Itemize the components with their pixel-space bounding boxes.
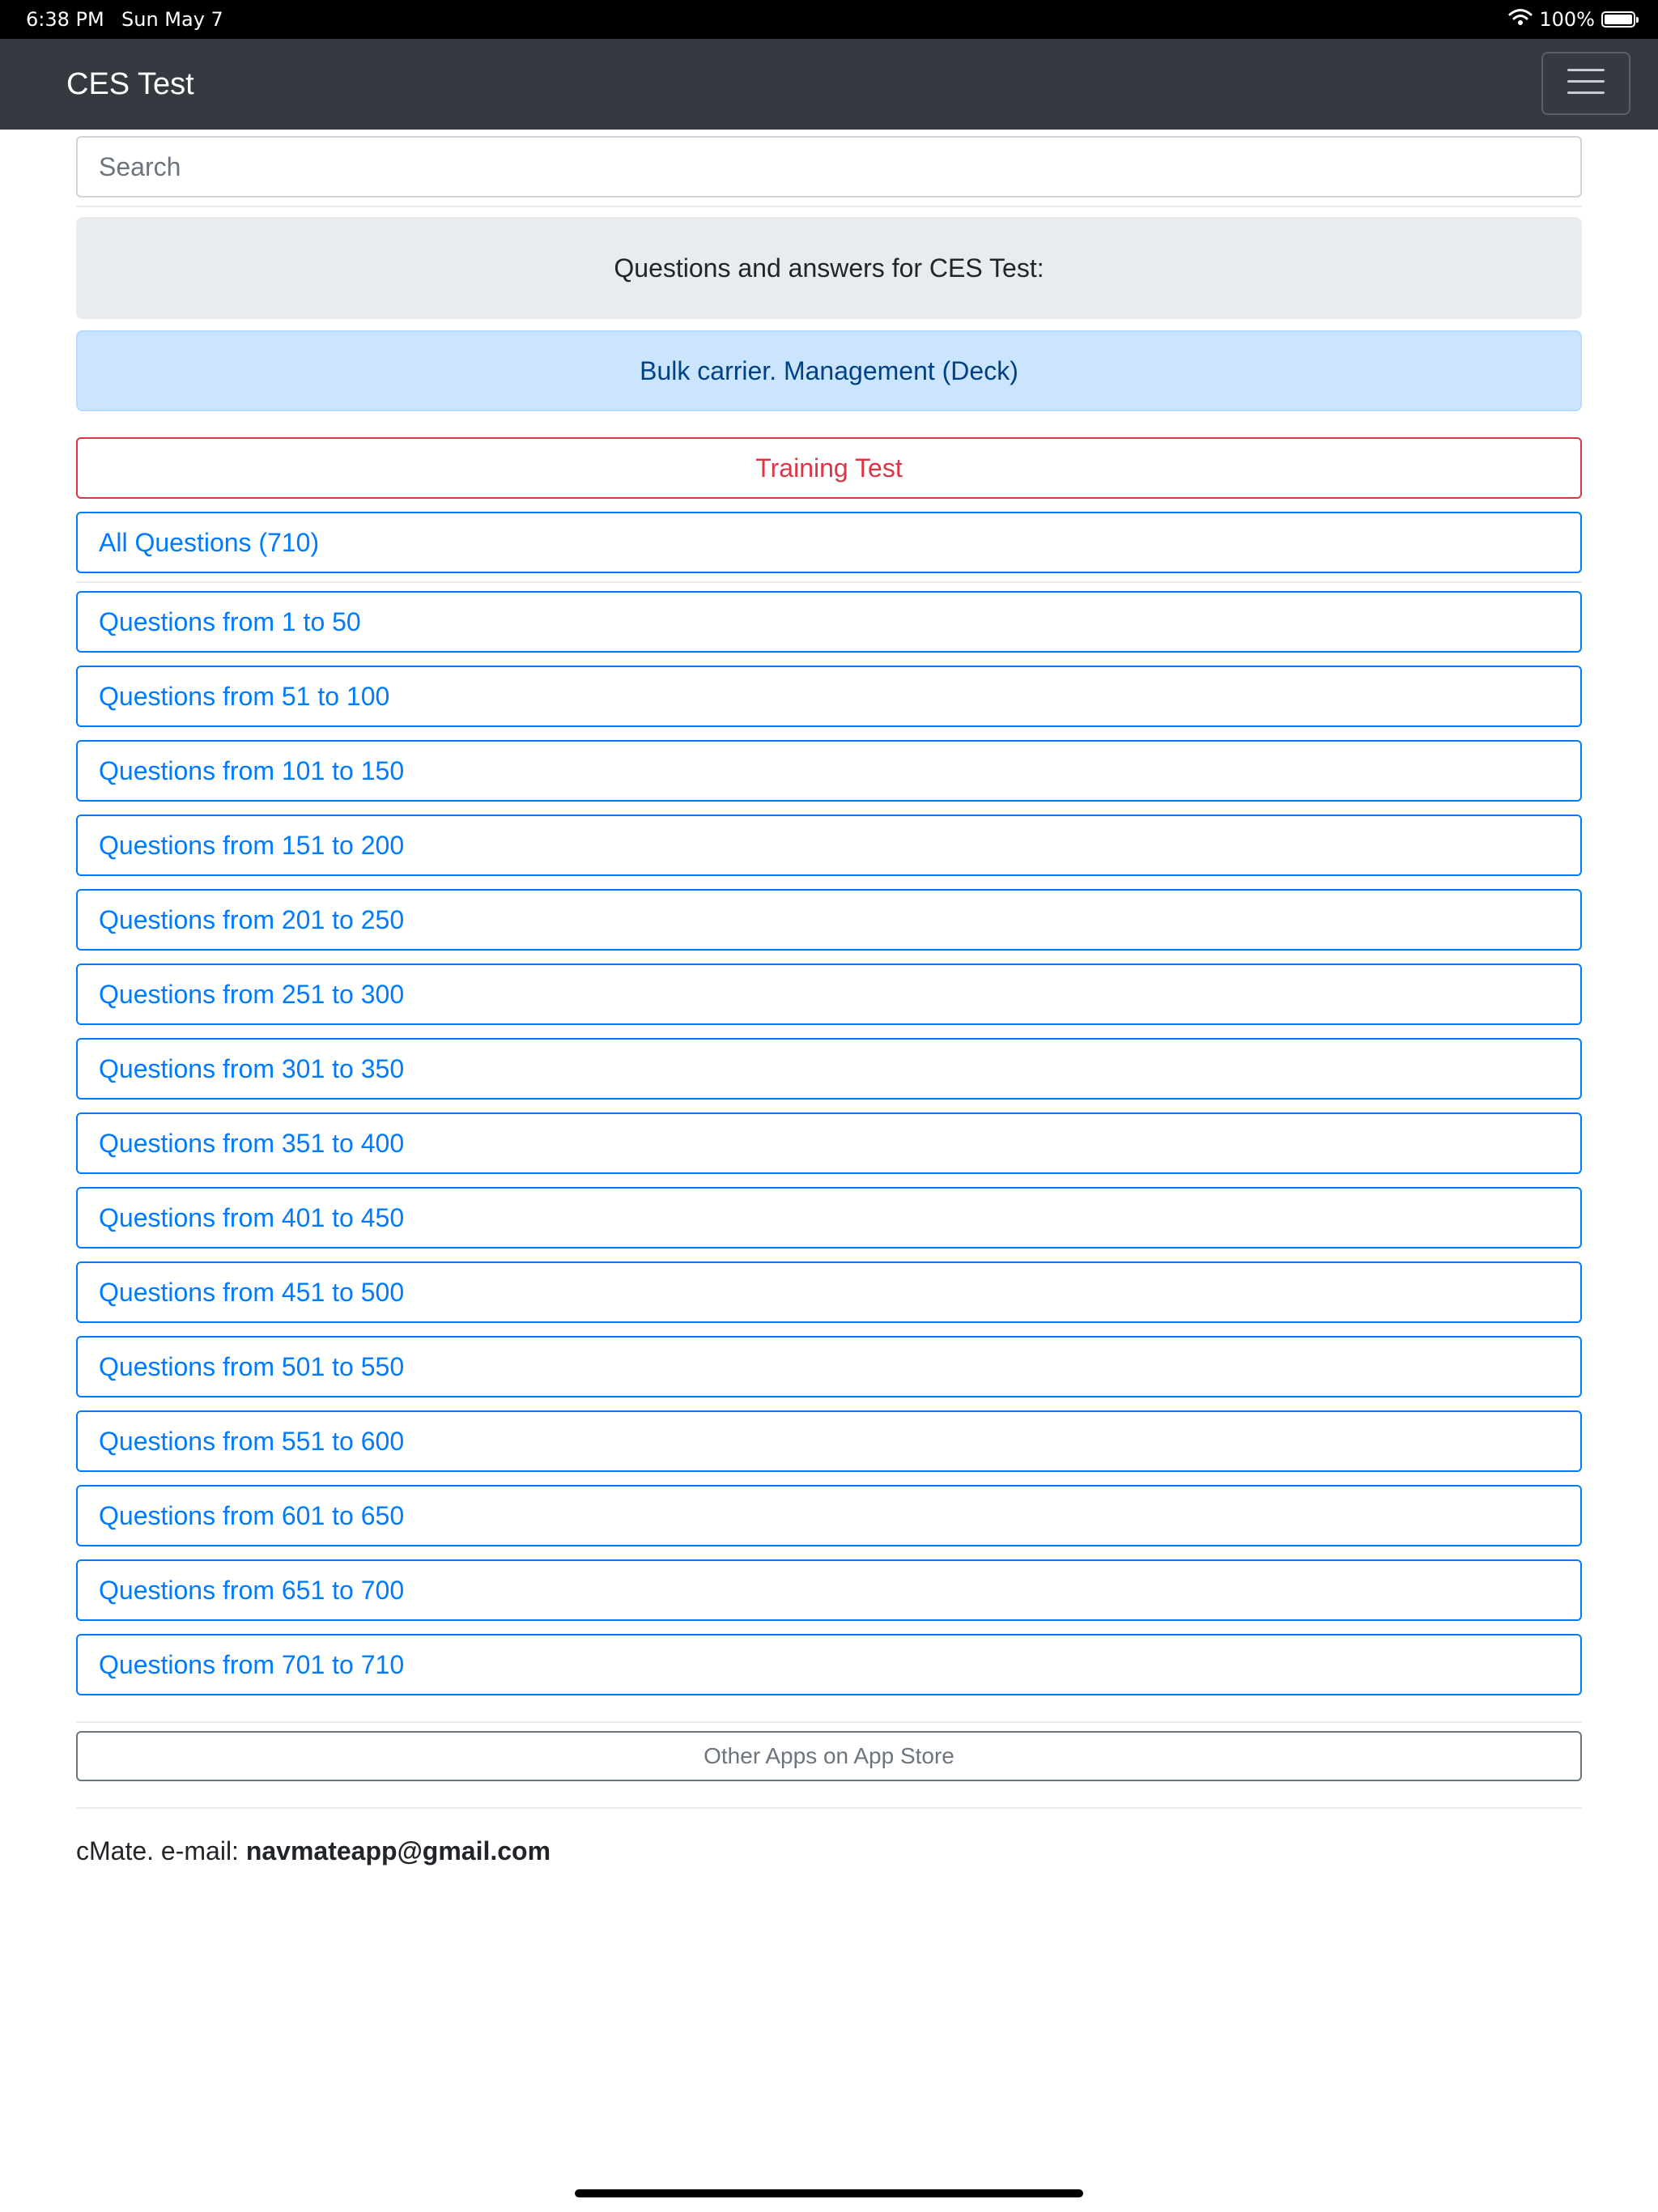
question-set-button[interactable]: Questions from 201 to 250 (76, 889, 1582, 951)
home-indicator (575, 2189, 1083, 2197)
navbar-brand[interactable]: CES Test (66, 67, 194, 101)
search-input[interactable] (76, 136, 1582, 198)
status-bar (0, 0, 1658, 39)
question-set-button[interactable]: Questions from 501 to 550 (76, 1336, 1582, 1397)
question-set-button[interactable]: Questions from 301 to 350 (76, 1038, 1582, 1100)
category-banner: Bulk carrier. Management (Deck) (76, 330, 1582, 411)
footer-prefix: cMate. e-mail: (76, 1836, 246, 1865)
wifi-icon (1508, 0, 1533, 39)
question-set-button[interactable]: Questions from 551 to 600 (76, 1410, 1582, 1472)
hamburger-menu-icon (1566, 66, 1606, 102)
navbar (0, 39, 1658, 130)
status-date: Sun May 7 (121, 8, 223, 31)
divider (76, 581, 1582, 583)
status-time: 6:38 PM (26, 8, 104, 31)
intro-heading: Questions and answers for CES Test: (76, 217, 1582, 319)
training-test-button[interactable]: Training Test (76, 437, 1582, 499)
divider (76, 1807, 1582, 1809)
battery-icon (1601, 11, 1635, 28)
all-questions-button[interactable]: All Questions (710) (76, 512, 1582, 573)
question-set-button[interactable]: Questions from 451 to 500 (76, 1261, 1582, 1323)
status-right (1508, 0, 1635, 39)
footer-email[interactable]: navmateapp@gmail.com (245, 1836, 551, 1865)
question-set-button[interactable]: Questions from 101 to 150 (76, 740, 1582, 802)
question-set-button[interactable]: Questions from 251 to 300 (76, 963, 1582, 1025)
question-set-button[interactable]: Questions from 401 to 450 (76, 1187, 1582, 1249)
divider (76, 206, 1582, 207)
question-set-button[interactable]: Questions from 601 to 650 (76, 1485, 1582, 1546)
menu-toggle-button[interactable] (1541, 52, 1630, 115)
question-set-button[interactable]: Questions from 651 to 700 (76, 1559, 1582, 1621)
question-set-button[interactable]: Questions from 351 to 400 (76, 1112, 1582, 1174)
divider (76, 1721, 1582, 1723)
question-set-button[interactable]: Questions from 51 to 100 (76, 666, 1582, 727)
other-apps-button[interactable]: Other Apps on App Store (76, 1731, 1582, 1781)
question-set-button[interactable]: Questions from 701 to 710 (76, 1634, 1582, 1695)
footer-contact (76, 1836, 551, 1866)
question-set-button[interactable]: Questions from 1 to 50 (76, 591, 1582, 653)
battery-percent: 100% (1539, 8, 1595, 31)
question-set-button[interactable]: Questions from 151 to 200 (76, 815, 1582, 876)
